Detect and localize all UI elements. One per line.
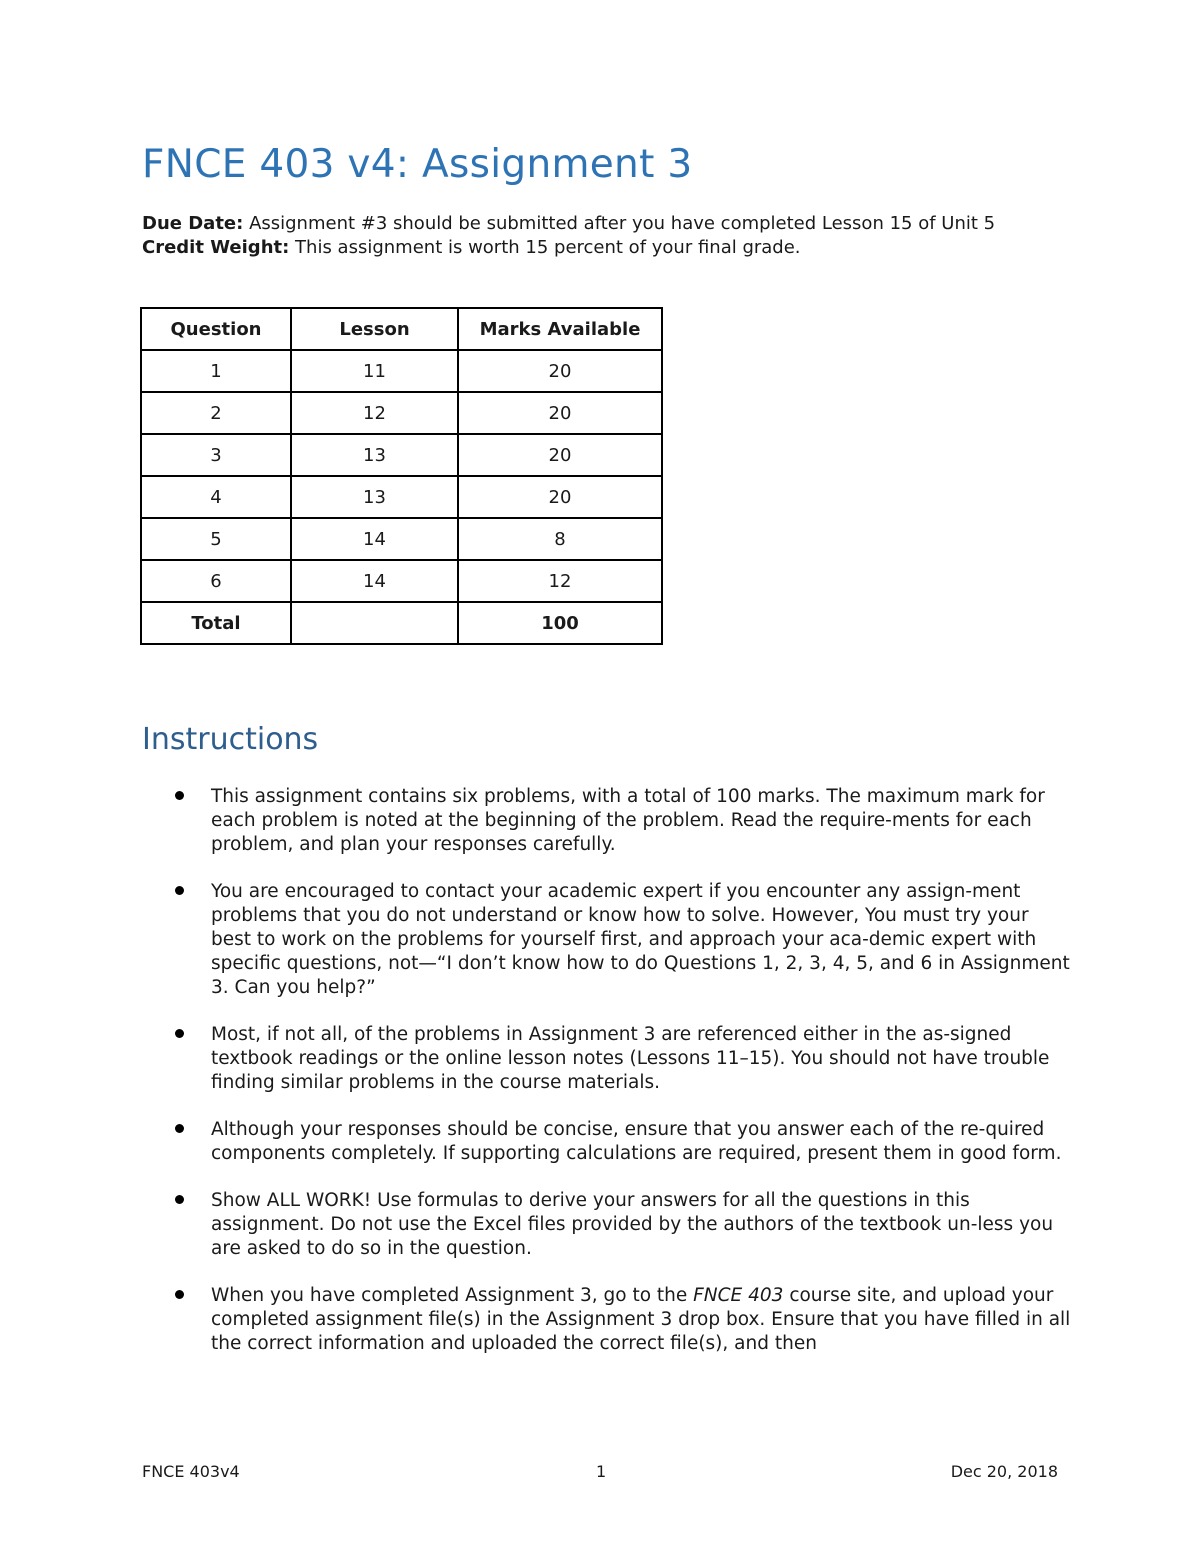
page-footer [142,1462,1058,1486]
bullet-icon [175,1290,184,1299]
table-row [141,350,662,392]
table-row [141,476,662,518]
header-question: Question [141,308,291,350]
table-row [141,518,662,560]
credit-weight-label: Credit Weight: [142,237,290,258]
page-title: FNCE 403 v4: Assignment 3 [142,142,693,187]
instructions-list [142,785,1072,1379]
list-item [142,1189,1072,1261]
bullet-icon [175,1124,184,1133]
bullet-icon [175,1195,184,1204]
cell-question: 4 [141,476,291,518]
bullet-icon [175,791,184,800]
total-lesson [291,602,458,644]
due-date-line [142,212,1062,236]
header-lesson: Lesson [291,308,458,350]
cell-lesson: 13 [291,476,458,518]
table-header-row [141,308,662,350]
cell-question: 6 [141,560,291,602]
cell-marks: 8 [458,518,662,560]
course-name: FNCE 403 [693,1285,784,1306]
cell-marks: 12 [458,560,662,602]
cell-marks: 20 [458,392,662,434]
instruction-text-before: When you have completed Assignment 3, go to the [211,1285,694,1306]
cell-question: 5 [141,518,291,560]
due-date-label: Due Date: [142,213,244,234]
total-marks: 100 [458,602,662,644]
list-item [142,785,1072,857]
table-row [141,560,662,602]
footer-course: FNCE 403v4 [142,1462,240,1481]
table-row [141,434,662,476]
footer-date: Dec 20, 2018 [950,1462,1058,1481]
cell-lesson: 14 [291,560,458,602]
instruction-text-after: course site, and upload your completed assignment file(s) in the Assignment 3 drop box. Ensure that you have filled in all the correct information and uploaded the correct file(s), and then [211,1285,1071,1354]
bullet-icon [175,886,184,895]
cell-marks: 20 [458,434,662,476]
cell-question: 2 [141,392,291,434]
instruction-text: You are encouraged to contact your academic expert if you encounter any assign-ment problems that you do not understand or know how to solve. However, You must try your best to work on the problems for yourself first, and approach your aca-demic expert with specific questions, not—“I don’t know how to do Questions 1, 2, 3, 4, 5, and 6 in Assignment 3. Can you help?” [211,881,1070,998]
cell-lesson: 12 [291,392,458,434]
cell-lesson: 11 [291,350,458,392]
instruction-text: Although your responses should be concise, ensure that you answer each of the re-quired components completely. If supporting calculations are required, present them in good form. [211,1119,1062,1164]
bullet-icon [175,1029,184,1038]
cell-lesson: 14 [291,518,458,560]
instruction-text: Show ALL WORK! Use formulas to derive your answers for all the questions in this assignment. Do not use the Excel files provided by the authors of the textbook un-less you are asked to do so in the question. [211,1190,1054,1259]
instruction-text: This assignment contains six problems, with a total of 100 marks. The maximum mark for each problem is noted at the beginning of the problem. Read the require-ments for each problem, and plan your responses carefully. [211,786,1045,855]
total-label: Total [141,602,291,644]
list-item [142,880,1072,1000]
due-date-text: Assignment #3 should be submitted after you have completed Lesson 15 of Unit 5 [243,213,996,234]
marks-table [140,307,663,645]
cell-marks: 20 [458,350,662,392]
header-marks-available: Marks Available [458,308,662,350]
table-row [141,392,662,434]
credit-weight-text: This assignment is worth 15 percent of your final grade. [289,237,801,258]
cell-question: 3 [141,434,291,476]
instruction-text: Most, if not all, of the problems in Assignment 3 are referenced either in the as-signed textbook readings or the online lesson notes (Lessons 11–15). You should not have trouble finding similar problems in the course materials. [211,1024,1050,1093]
assignment-meta [142,212,1062,260]
cell-marks: 20 [458,476,662,518]
cell-question: 1 [141,350,291,392]
list-item [142,1023,1072,1095]
list-item [142,1118,1072,1166]
list-item [142,1284,1072,1356]
cell-lesson: 13 [291,434,458,476]
table-total-row [141,602,662,644]
footer-page-number: 1 [596,1462,607,1481]
instructions-heading: Instructions [142,722,319,757]
credit-weight-line [142,236,1062,260]
